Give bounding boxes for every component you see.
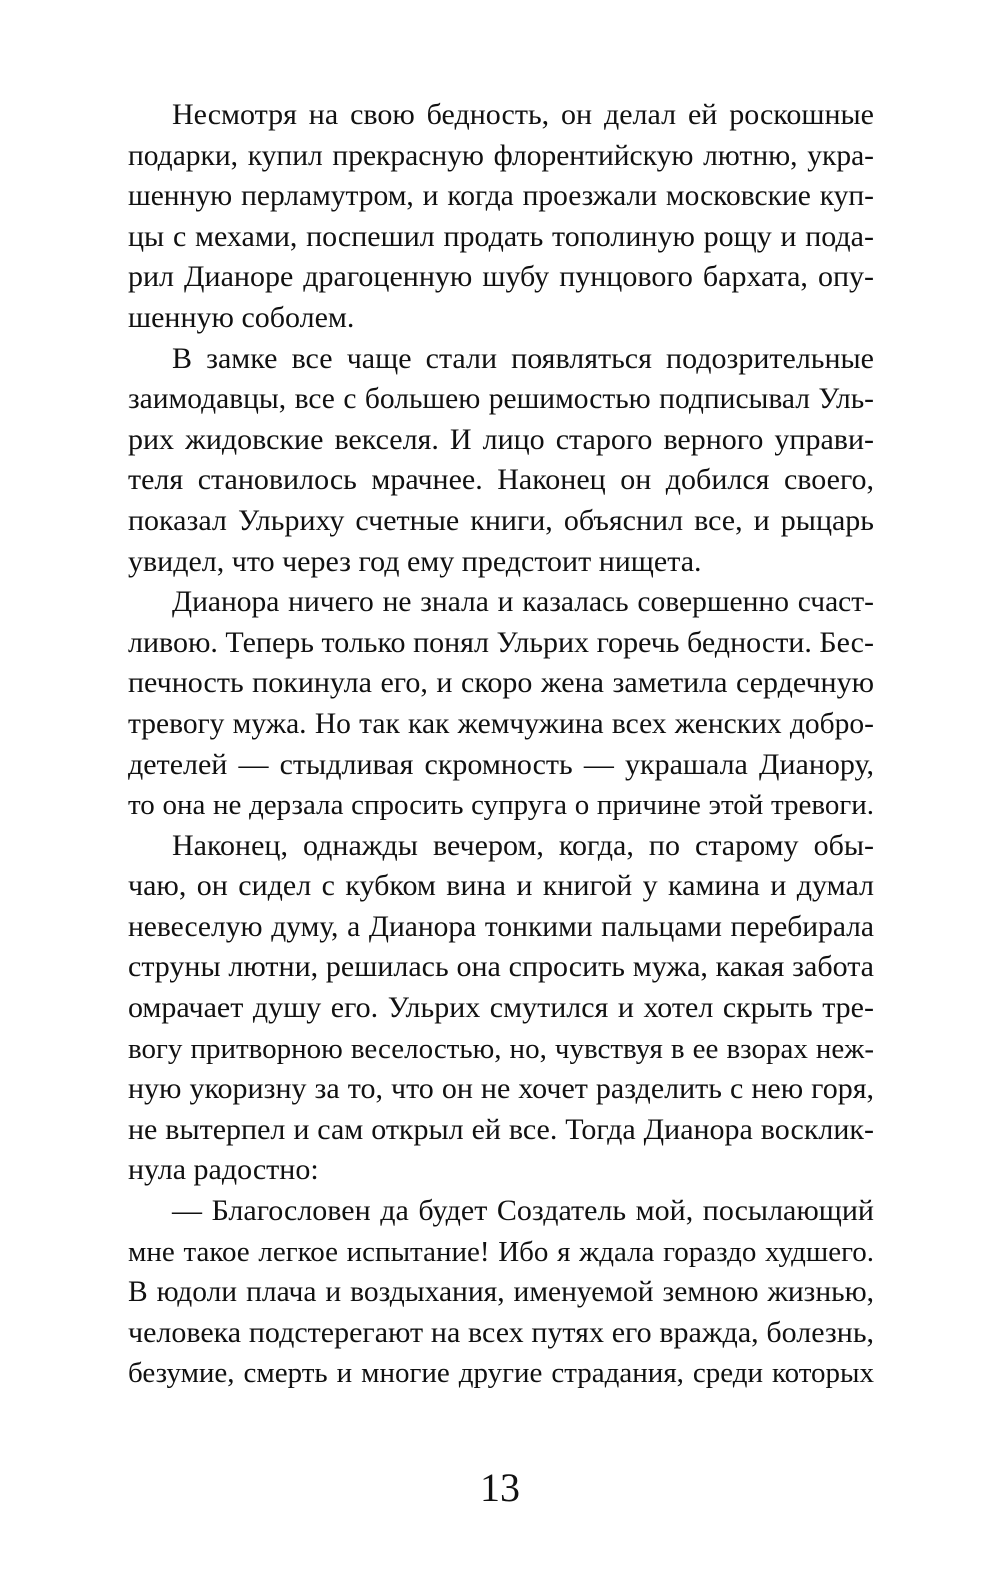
text-line: то она не дерзала спросить супруга о причине этой тревоги. xyxy=(128,789,874,822)
text-line: цы с мехами, поспешил продать тополиную рощу и пода- xyxy=(128,219,874,253)
text-line: печность покинула его, и скоро жена заметила сердечную xyxy=(128,666,874,700)
text-line: подарки, купил прекрасную флорентийскую лютню, укра- xyxy=(128,139,874,172)
body-text xyxy=(128,95,874,1394)
text-line: теля становилось мрачнее. Наконец он добился своего, xyxy=(128,463,874,497)
text-line: Наконец, однажды вечером, когда, по старому обы- xyxy=(172,828,874,862)
paragraph-3 xyxy=(128,582,874,826)
text-line: мне такое легкое испытание! Ибо я ждала гораздо худшего. xyxy=(128,1235,874,1268)
text-line: Дианора ничего не знала и казалась совершенно счаст- xyxy=(172,586,874,619)
text-line: увидел, что через год ему предстоит нищета. xyxy=(128,544,702,578)
text-line: — Благословен да будет Создатель мой, посылающий xyxy=(172,1194,874,1228)
text-line: рил Дианоре драгоценную шубу пунцового бархата, опу- xyxy=(128,260,874,294)
text-line: шенную соболем. xyxy=(128,300,355,334)
paragraph-5 xyxy=(128,1191,874,1394)
text-line: невеселую думу, а Дианора тонкими пальцами перебирала xyxy=(128,910,874,943)
text-line: В замке все чаще стали появляться подозрительные xyxy=(172,341,874,375)
text-line: вогу притворною веселостью, но, чувствуя в ее взорах неж- xyxy=(128,1032,874,1065)
paragraph-2 xyxy=(128,339,874,583)
text-line: нула радостно: xyxy=(128,1153,319,1187)
paragraph-4 xyxy=(128,826,874,1191)
text-line: омрачает душу его. Ульрих смутился и хотел скрыть тре- xyxy=(128,991,874,1025)
page-number: 13 xyxy=(480,1465,520,1510)
text-line: человека подстерегают на всех путях его вражда, болезнь, xyxy=(128,1315,874,1349)
text-line: заимодавцы, все с большею решимостью подписывал Уль- xyxy=(128,383,874,416)
text-line: струны лютни, решилась она спросить мужа, какая забота xyxy=(128,950,874,984)
text-line: ную укоризну за то, что он не хочет разделить с нею горя, xyxy=(128,1072,874,1106)
text-line: чаю, он сидел с кубком вина и книгой у камина и думал xyxy=(128,869,874,903)
text-line: безумие, смерть и многие другие страдания, среди которых xyxy=(128,1357,874,1390)
text-line: В юдоли плача и воздыхания, именуемой земною жизнью, xyxy=(128,1276,874,1309)
text-line: не вытерпел и сам открыл ей все. Тогда Дианора восклик- xyxy=(128,1112,874,1146)
paragraph-1 xyxy=(128,95,874,339)
text-line: рих жидовские векселя. И лицо старого верного управи- xyxy=(128,422,874,456)
text-line: ливою. Теперь только понял Ульрих горечь бедности. Бес- xyxy=(128,625,874,659)
text-line: показал Ульриху счетные книги, объяснил все, и рыцарь xyxy=(128,503,874,537)
text-line: тревогу мужа. Но так как жемчужина всех женских добро- xyxy=(128,707,874,740)
text-line: Несмотря на свою бедность, он делал ей роскошные xyxy=(172,98,874,131)
text-line: шенную перламутром, и когда проезжали московские куп- xyxy=(128,180,874,213)
text-line: детелей — стыдливая скромность — украшала Дианору, xyxy=(128,747,874,781)
